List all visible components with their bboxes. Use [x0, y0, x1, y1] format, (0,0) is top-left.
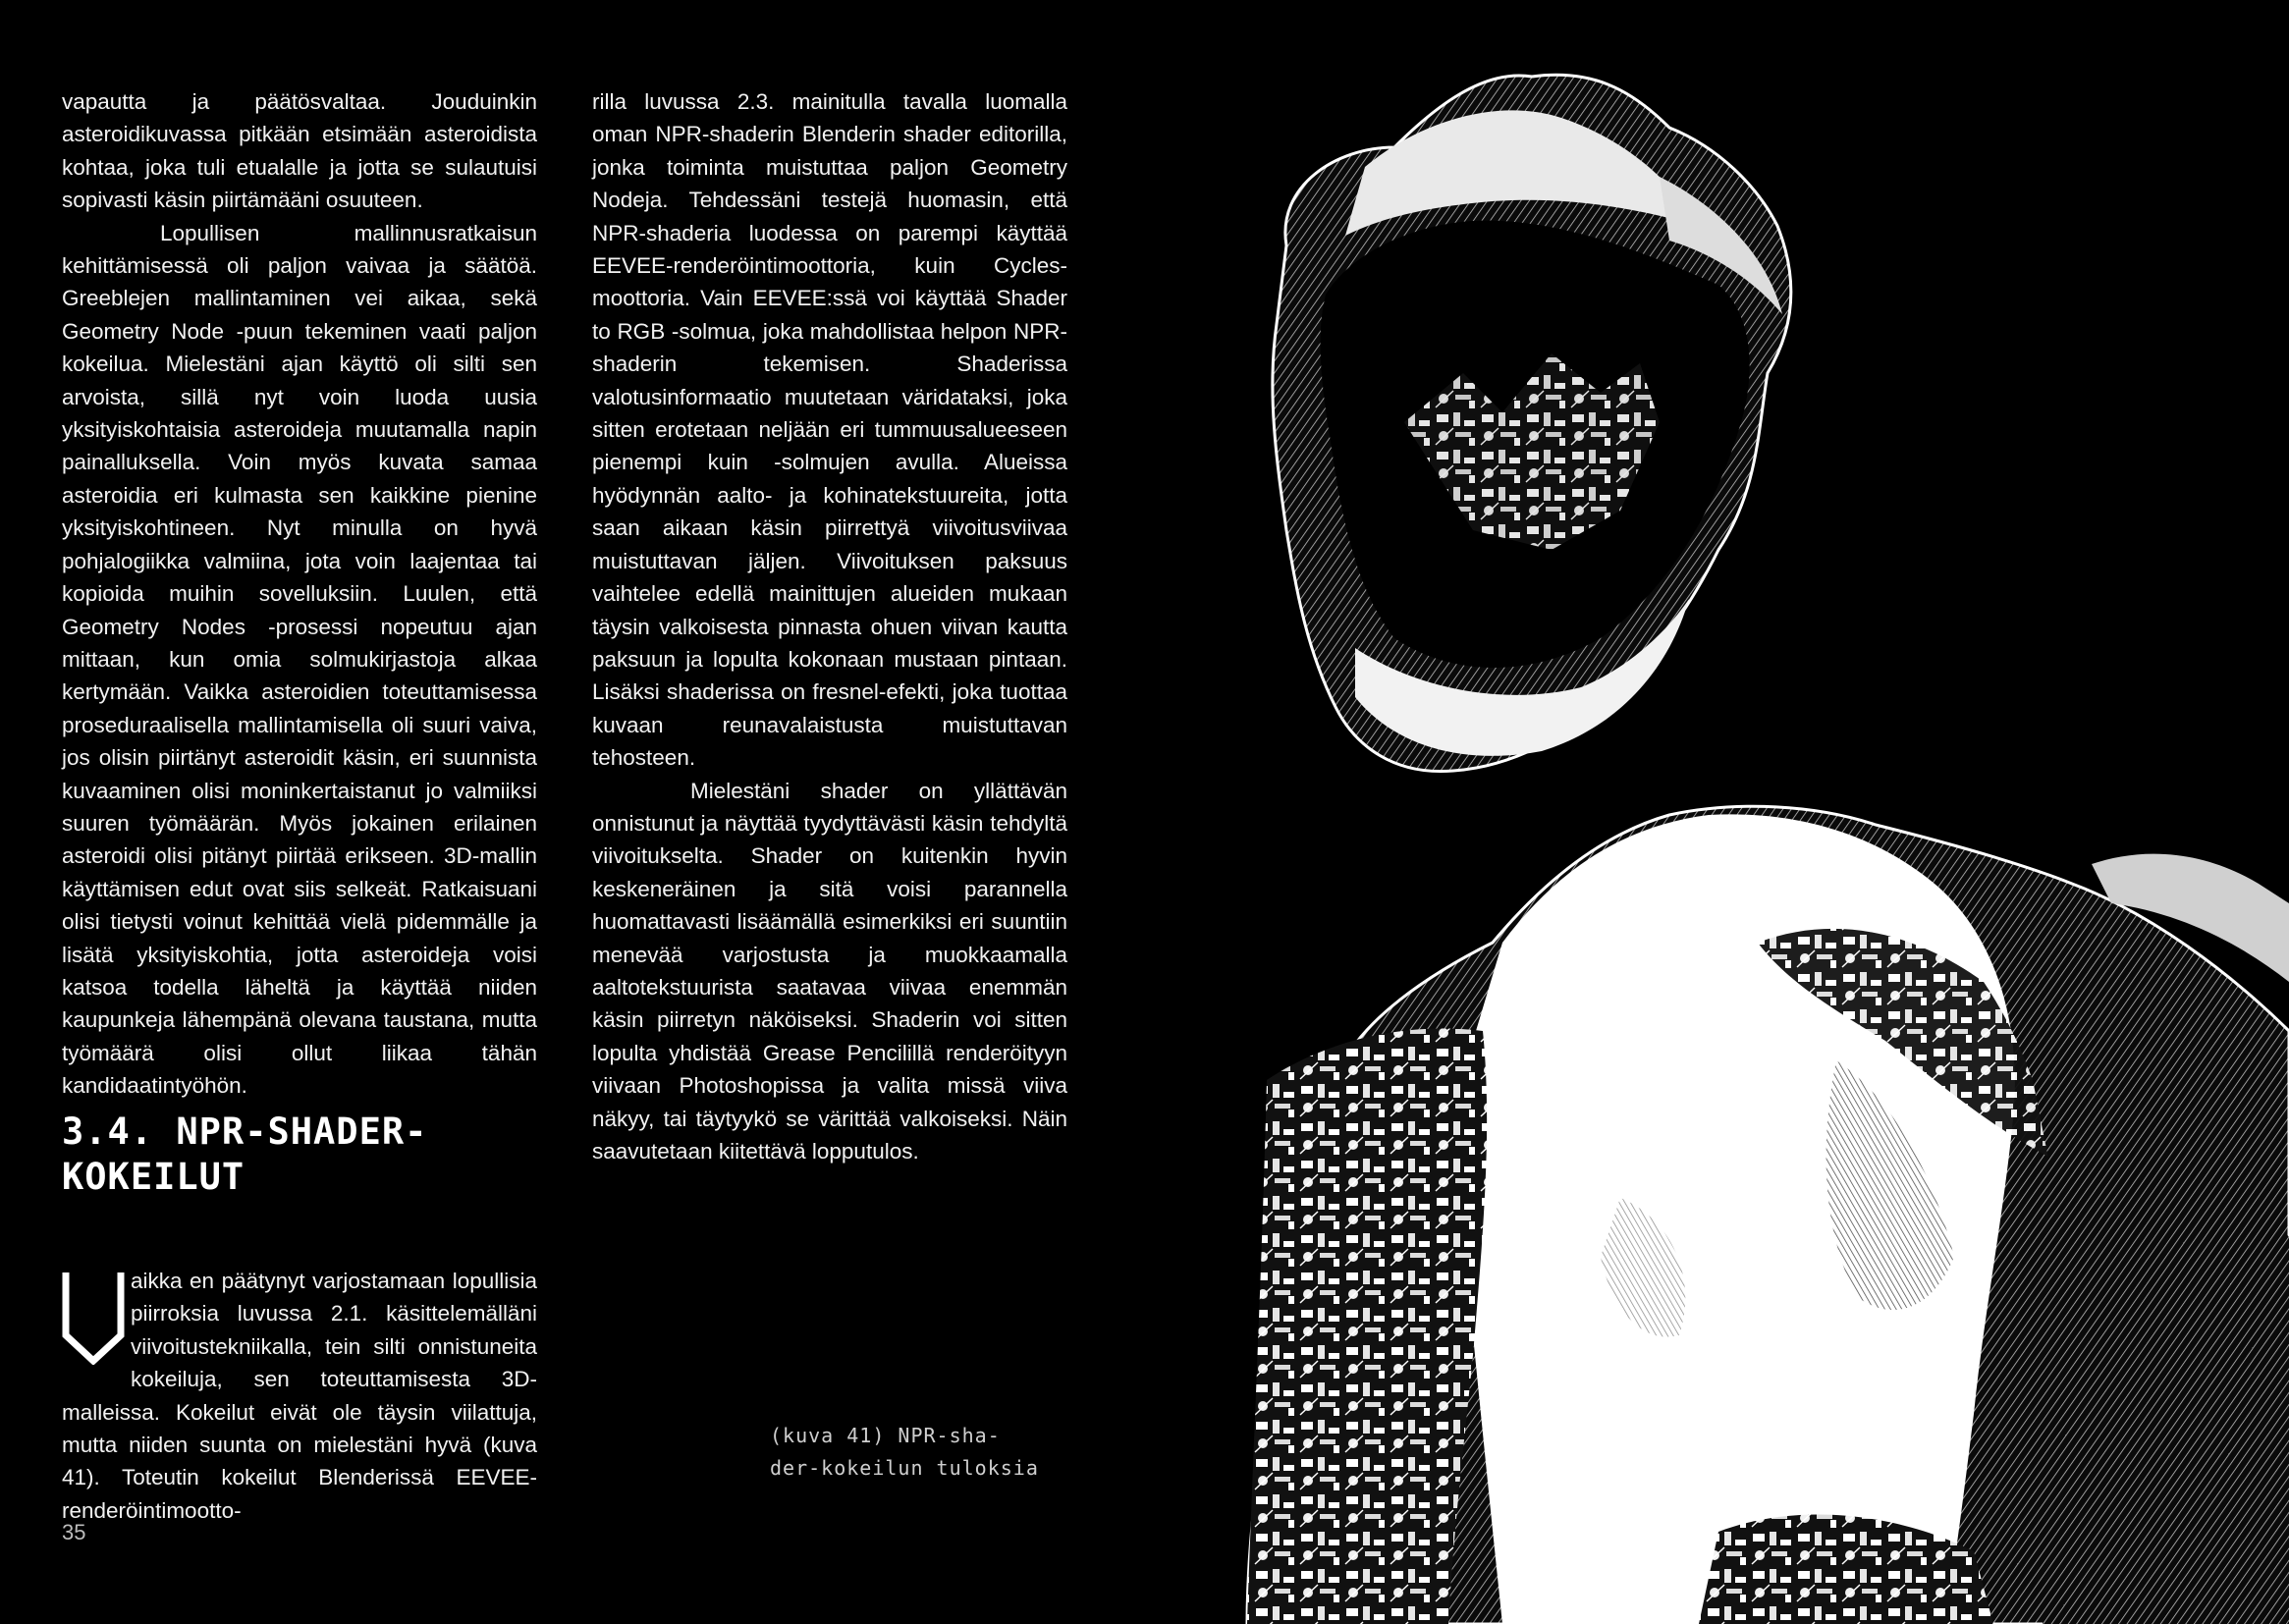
section-heading [62, 1110, 537, 1200]
paragraph-npr-intro: aikka en päätynyt varjostamaan lopullisia piirroksia luvussa 2.1. käsittelemälläni viivoitustekniikalla, tein silti onnistuneita kokeiluja, sen toteuttamisesta 3D-malleissa. Kokeilut eivät ole täysin viilattuja, mutta niiden suunta on mielestäni hyvä (kuva 41). Toteutin kokeilut Blenderissä EEVEE-renderöintimootto- [62, 1269, 537, 1523]
figure-caption-line2: der-kokeilun tuloksia [770, 1456, 1039, 1480]
left-column-bottom-text [62, 1265, 537, 1527]
paragraph-shader-process: rilla luvussa 2.3. mainitulla tavalla luomalla oman NPR-shaderin Blenderin shader editorilla, jonka toiminta muistuttaa paljon Geometry Nodeja. Tehdessäni testejä huomasin, että NPR-shaderia luodessa on parempi käyttää EEVEE-renderöintimoottoria, kuin Cycles-moottoria. Vain EEVEE:ssä voi käyttää Shader to RGB -solmua, joka mahdollistaa helpon NPR-shaderin tekemisen. Shaderissa valotusinformaatio muutetaan väridataksi, joka sitten erotetaan neljään eri tummuusalueeseen pienempi kuin -solmujen avulla. Alueissa hyödynnän aalto- ja kohinatekstuureita, jotta saan aikaan käsin piirrettyä viivoitusviivaa muistuttavan jäljen. Viivoituksen paksuus vaihtelee edellä mainittujen alueiden mukaan täysin valkoisesta pinnasta ohuen viivan kautta paksuun ja lopulta kokonaan mustaan pintaan. Lisäksi shaderissa on fresnel-efekti, joka tuottaa kuvaan reunavalaistusta muistuttavan tehosteen. [592, 89, 1067, 771]
right-column-text [592, 85, 1067, 1167]
left-column-top-text [62, 85, 537, 1103]
paragraph-shader-evaluation: Mielestäni shader on yllättävän onnistunut ja näyttää tyydyttävästi käsin tehdyltä viivoitukselta. Shader on kuitenkin hyvin keskeneräinen ja sitä voisi parannella huomattavasti lisäämällä esimerkiksi eri suuntiin menevää varjostusta ja muokkaamalla aaltotekstuurista saatavaa viivaa enemmän käsin piirretyn näköiseksi. Shaderin voi sitten lopulta yhdistää Grease Pencilillä renderöityyn viivaan Photoshopissa ja valita missä viiva näkyy, tai täytyykö se värittää valkoiseksi. Näin saavutetaan kiitettävä lopputulos. [592, 778, 1067, 1164]
paragraph-continuation: vapautta ja päätösvaltaa. Jouduinkin asteroidikuvassa pitkään etsimään asteroidista kohtaa, joka tuli etualalle ja jotta se sulautuisi sopivasti käsin piirtämääni osuuteen. [62, 89, 537, 213]
lower-asteroid [1247, 806, 2289, 1624]
paragraph-modelling-reflection: Lopullisen mallinnusratkaisun kehittämisessä oli paljon vaivaa ja säätöä. Greeblejen mallintaminen vei aikaa, sekä Geometry Node -puun tekeminen vaati paljon kokeilua. Mielestäni ajan käyttö oli silti sen arvoista, sillä nyt voin luoda uusia yksityiskohtaisia asteroideja muutamalla napin painalluksella. Voin myös kuvata samaa asteroidia eri kulmasta sen kaikkine pienine yksityiskohtineen. Nyt minulla on hyvä pohjalogiikka valmiina, jota voin laajentaa tai kopioida muihin sovelluksiin. Luulen, että Geometry Nodes -prosessi nopeutuu ajan mittaan, kun omia solmukirjastoja alkaa kertymään. Vaikka asteroidien toteuttamisessa proseduraalisella mallintamisella oli suuri vaiva, jos olisin piirtänyt asteroidit käsin, eri suunnista kuvaaminen olisi moninkertaistanut jo valmiiksi suuren työmäärän. Myös jokainen erilainen asteroidi olisi pitänyt piirtää erikseen. 3D-mallin käyttämisen edut ovat siis selkeät. Ratkaisuani olisi tietysti voinut kehittää vielä pidemmälle ja lisätä yksityiskohtia, jotta asteroideja voisi katsoa todella läheltä ja käyttää niiden kaupunkeja lähempänä olevana taustana, mutta työmäärä olisi ollut liikaa tähän kandidaatintyöhön. [62, 220, 537, 1099]
section-heading-line2: KOKEILUT [62, 1156, 245, 1198]
asteroid-artwork [1208, 0, 2289, 1624]
dropcap-v [62, 1271, 125, 1369]
section-heading-line1: 3.4. NPR-SHADER- [62, 1110, 428, 1153]
figure-caption-line1: (kuva 41) NPR-sha- [770, 1424, 1001, 1447]
upper-asteroid [1273, 75, 1791, 771]
page-number: 35 [62, 1520, 86, 1544]
figure-caption [770, 1420, 1045, 1485]
